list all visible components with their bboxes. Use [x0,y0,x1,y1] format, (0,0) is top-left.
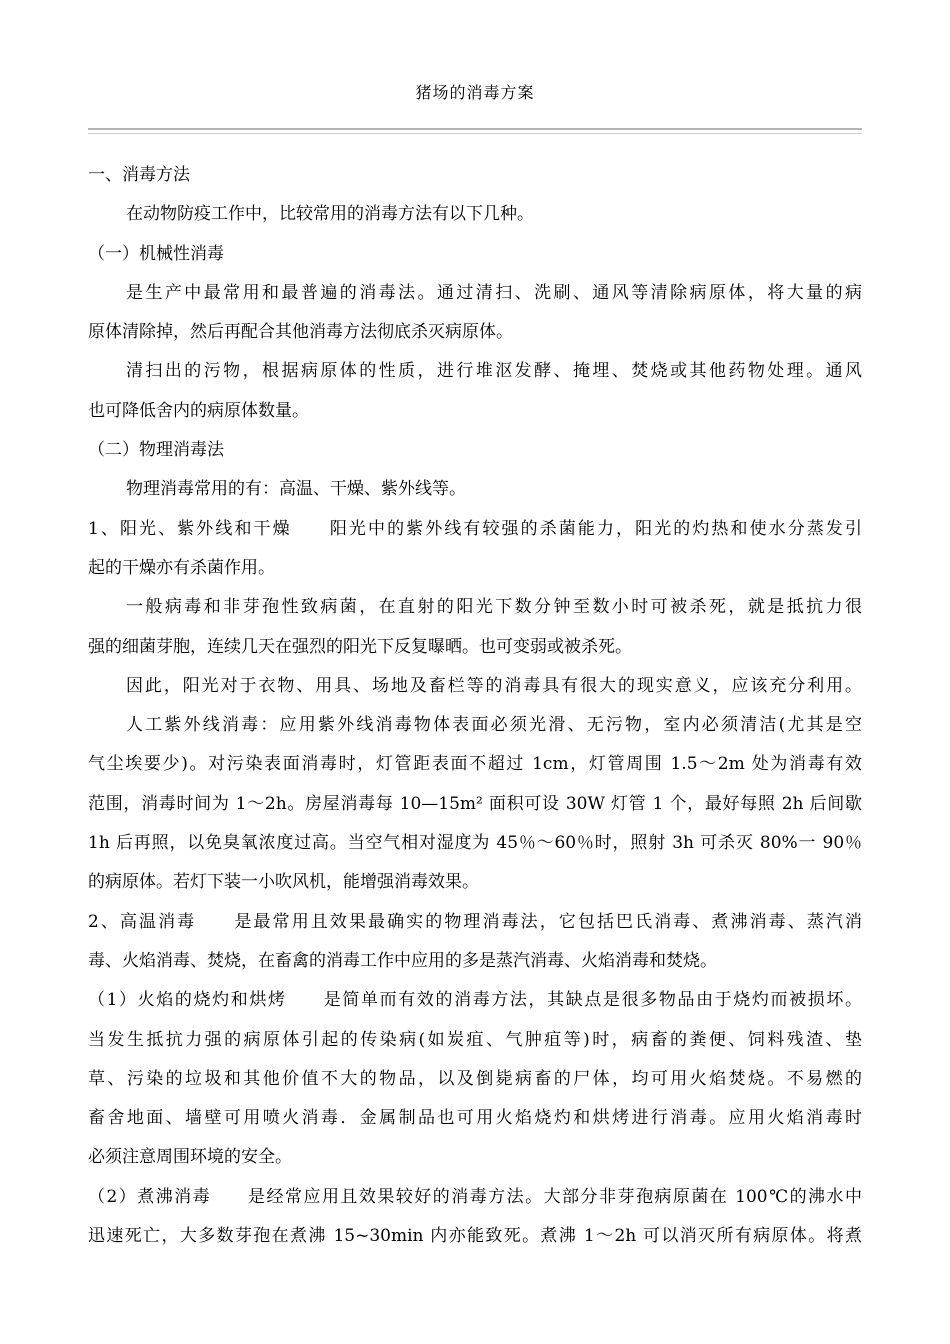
text-line: 毒、火焰消毒、焚烧，在畜禽的消毒工作中应用的多是蒸汽消毒、火焰消毒和焚烧。 [88,950,717,971]
document-body [88,156,862,1256]
text-line: 必须注意周围环境的安全。 [88,1147,292,1168]
text-line: 一般病毒和非芽孢性致病菌，在直射的阳光下数分钟至数小时可被杀死，就是抵抗力很 [126,597,862,618]
text-line: 是生产中最常用和最普遍的消毒法。通过清扫、洗刷、通风等清除病原体，将大量的病 [126,282,862,303]
text-line: 人工紫外线消毒：应用紫外线消毒物体表面必须光滑、无污物，室内必须清洁(尤其是空 [126,715,862,736]
text-line: 畜舍地面、墙壁可用喷火消毒．金属制品也可用火焰烧灼和烘烤进行消毒。应用火焰消毒时 [88,1108,862,1129]
text-line: 当发生抵抗力强的病原体引起的传染病(如炭疽、气肿疽等)时，病畜的粪便、饲料残渣、垫 [88,1029,862,1050]
text-line: （一）机械性消毒 [88,243,224,264]
text-line: 草、污染的垃圾和其他价值不大的物品，以及倒毙病畜的尸体，均可用火焰焚烧。不易燃的 [88,1068,862,1089]
text-line: 迅速死亡，大多数芽孢在煮沸 15~30min 内亦能致死。煮沸 1～2h 可以消灭所有病原体。将煮 [88,1226,862,1247]
text-line: 物理消毒常用的有：高温、干燥、紫外线等。 [126,479,466,500]
text-line: 一、消毒方法 [88,165,190,185]
text-line: 1、阳光、紫外线和干燥 阳光中的紫外线有较强的杀菌能力，阳光的灼热和使水分蒸发引 [88,518,862,539]
text-line: （1）火焰的烧灼和烘烤 是简单而有效的消毒方法，其缺点是很多物品由于烧灼而被损坏。 [88,990,862,1011]
text-line: 气尘埃要少)。对污染表面消毒时，灯管距表面不超过 1cm，灯管周围 1.5～2m 处为消毒有效 [88,754,862,775]
text-line: 清扫出的污物，根据病原体的性质，进行堆沤发酵、掩埋、焚烧或其他药物处理。通风 [126,361,862,382]
text-line: 的病原体。若灯下装一小吹风机，能增强消毒效果。 [88,872,479,893]
text-line: 2、高温消毒 是最常用且效果最确实的物理消毒法，它包括巴氏消毒、煮沸消毒、蒸汽消 [88,911,862,932]
text-line: 起的干燥亦有杀菌作用。 [88,557,275,578]
text-line: 原体清除掉，然后再配合其他消毒方法彻底杀灭病原体。 [88,322,513,343]
text-line: 因此，阳光对于衣物、用具、场地及畜栏等的消毒具有很大的现实意义，应该充分利用。 [126,675,862,696]
text-line: （2）煮沸消毒 是经常应用且效果较好的消毒方法。大部分非芽孢病原菌在 100℃的沸水中 [88,1186,862,1207]
text-line: 范围，消毒时间为 1～2h。房屋消毒每 10—15m² 面积可设 30W 灯管 1 个，最好每照 2h 后间歇 [88,793,862,814]
page-title: 猪场的消毒方案 [415,83,535,102]
text-line: 也可降低舍内的病原体数量。 [88,400,309,421]
text-line: （二）物理消毒法 [88,440,224,461]
text-line: 强的细菌芽胞，连续几天在强烈的阳光下反复曝晒。也可变弱或被杀死。 [88,636,632,657]
text-line: 1h 后再照，以免臭氧浓度过高。当空气相对湿度为 45％～60％时，照射 3h 可杀灭 80%一 90％ [88,833,862,854]
header-divider-secondary [88,133,862,134]
text-line: 在动物防疫工作中，比较常用的消毒方法有以下几种。 [126,204,534,225]
header-divider [88,128,862,130]
